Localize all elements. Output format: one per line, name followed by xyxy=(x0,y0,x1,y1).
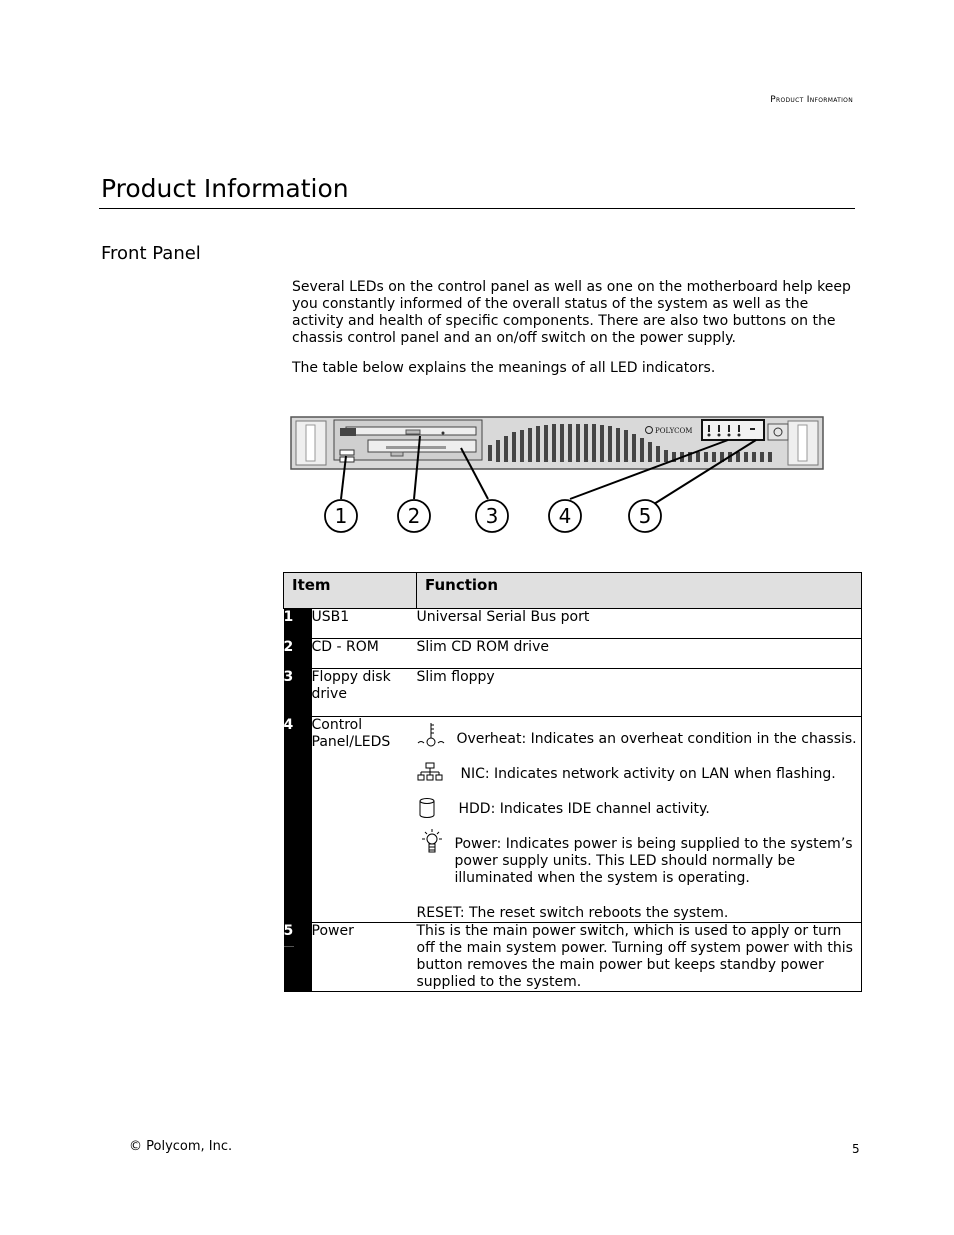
table-row xyxy=(284,639,862,669)
section-title: Front Panel xyxy=(101,243,201,264)
callout-2: 2 xyxy=(407,504,421,528)
row-function xyxy=(417,717,862,923)
header-function: Function xyxy=(417,573,862,609)
usb-port-2 xyxy=(340,457,354,462)
footer-copyright: © Polycom, Inc. xyxy=(129,1139,233,1154)
table-row xyxy=(284,717,862,923)
power-text: Power: Indicates power is being supplied to the system’s power supply units. This LED should normally be illuminated when the system is operating. xyxy=(454,836,853,886)
row-number-text: 5 xyxy=(283,923,294,939)
table-row xyxy=(284,609,862,639)
power-bulb-icon xyxy=(417,828,447,856)
hdd-text: HDD: Indicates IDE channel activity. xyxy=(458,801,710,817)
callout-4: 4 xyxy=(558,504,572,528)
front-panel-diagram xyxy=(288,412,828,537)
page-title: Product Information xyxy=(101,174,349,203)
power-switch xyxy=(768,424,788,440)
reset-text: RESET: The reset switch reboots the system. xyxy=(416,905,729,921)
brand-logo: POLYCOM xyxy=(655,427,693,435)
table-row xyxy=(284,923,862,992)
hdd-cylinder-icon xyxy=(417,797,437,819)
network-icon xyxy=(417,762,443,782)
title-rule xyxy=(99,208,855,209)
table-row xyxy=(284,669,862,717)
running-header: Product Information xyxy=(770,95,853,105)
callout-5: 5 xyxy=(638,504,652,528)
row-item: Control Panel/LEDS xyxy=(312,717,417,923)
row-number: 4 xyxy=(284,717,312,923)
row-item: Floppy disk drive xyxy=(312,669,417,717)
thermometer-icon xyxy=(417,722,445,750)
overheat-text: Overheat: Indicates an overheat condition in the chassis. xyxy=(456,731,857,747)
led-table xyxy=(283,572,862,992)
usb-port xyxy=(340,450,354,455)
row-number: 1 xyxy=(284,609,312,639)
row-number xyxy=(284,923,312,992)
page-number: 5 xyxy=(852,1142,860,1156)
callout-1: 1 xyxy=(334,504,348,528)
header-item: Item xyxy=(284,573,417,609)
row-item: USB1 xyxy=(312,609,417,639)
row-number: 2 xyxy=(284,639,312,669)
intro-paragraph-2: The table below explains the meanings of all LED indicators. xyxy=(292,360,716,376)
row-item: CD - ROM xyxy=(312,639,417,669)
row-function: Slim CD ROM drive xyxy=(417,639,862,669)
intro-paragraph: Several LEDs on the control panel as well as one on the motherboard help keep you constantly informed of the overall status of the system as well as the activity and health of specific components. There are also two buttons on the chassis control panel and an on/off switch on the power supply. xyxy=(292,279,851,346)
callout-3: 3 xyxy=(485,504,499,528)
row-function: Slim floppy xyxy=(417,669,862,717)
divider xyxy=(284,946,294,947)
nic-text: NIC: Indicates network activity on LAN when flashing. xyxy=(460,766,836,782)
row-function: This is the main power switch, which is used to apply or turn off the main system power. Turning off system power with this button removes the main power but keeps standby power supplied to the system. xyxy=(417,923,862,992)
row-function: Universal Serial Bus port xyxy=(417,609,862,639)
row-item: Power xyxy=(312,923,417,992)
row-number: 3 xyxy=(284,669,312,717)
